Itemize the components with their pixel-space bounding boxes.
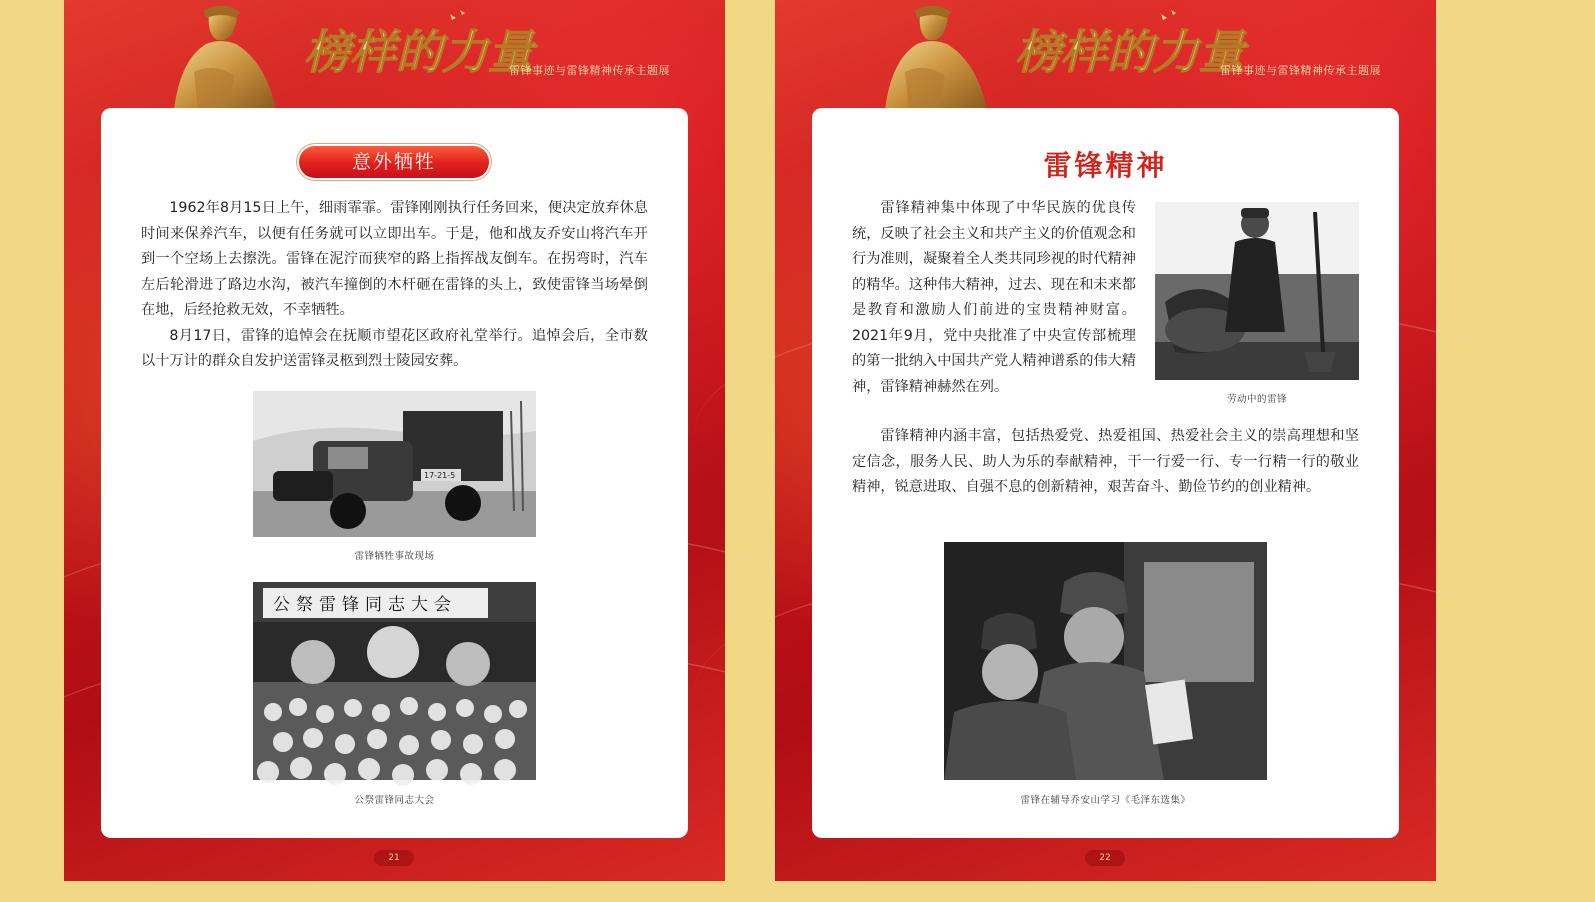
content-card bbox=[812, 108, 1399, 838]
content-card bbox=[101, 108, 688, 838]
exhibition-subtitle: 雷锋事迹与雷锋精神传承主题展 bbox=[509, 64, 670, 77]
exhibition-subtitle: 雷锋事迹与雷锋精神传承主题展 bbox=[1220, 64, 1381, 77]
section-title: 意外牺牲 bbox=[299, 146, 489, 178]
laboring-photo bbox=[1155, 202, 1359, 380]
svg-text:榜样的力量: 榜样的力量 bbox=[1015, 25, 1245, 79]
lei-feng-statue-icon bbox=[154, 2, 294, 110]
lei-feng-statue-icon bbox=[865, 2, 1005, 110]
paragraph: 8月17日，雷锋的追悼会在抚顺市望花区政府礼堂举行。追悼会后，全市数以十万计的群众自发护送雷锋灵柩到烈士陵园安葬。 bbox=[141, 327, 648, 369]
article-body-continued bbox=[852, 424, 1359, 501]
accident-scene-photo bbox=[253, 391, 536, 537]
photo-caption: 劳动中的雷锋 bbox=[1226, 394, 1287, 405]
paragraph: 雷锋精神集中体现了中华民族的优良传统，反映了社会主义和共产主义的价值观念和行为准则，凝聚着全人类共同珍视的时代精神的精华。这种伟大精神，过去、现在和未来都是教育和激励人们前进的宝贵精神财富。2021年9月，党中央批准了中央宣传部梳理的第一批纳入中国共产党人精神谱系的伟大精神，雷锋精神赫然在列。 bbox=[852, 200, 1136, 395]
photo-caption: 公祭雷锋同志大会 bbox=[354, 795, 435, 806]
photo-caption: 雷锋牺牲事故现场 bbox=[354, 551, 435, 562]
memorial-meeting-photo bbox=[253, 582, 536, 780]
section-title: 雷锋精神 bbox=[1043, 149, 1168, 182]
page-number: 21 bbox=[374, 850, 414, 866]
paragraph: 雷锋精神内涵丰富，包括热爱党、热爱祖国、热爱社会主义的崇高理想和坚定信念，服务人民、助人为乐的奉献精神，干一行爱一行、专一行精一行的敬业精神，锐意进取、自强不息的创新精神，艰苦奋斗、勤俭节约的创业精神。 bbox=[852, 428, 1359, 495]
brand-title-logo bbox=[300, 4, 534, 90]
photo-caption: 雷锋在辅导乔安山学习《毛泽东选集》 bbox=[1020, 795, 1191, 806]
article-body bbox=[852, 196, 1136, 400]
svg-text:公祭雷锋同志大会: 公祭雷锋同志大会 bbox=[273, 595, 457, 615]
article-body bbox=[141, 196, 648, 375]
brand-title-logo bbox=[1011, 4, 1245, 90]
svg-text:榜样的力量: 榜样的力量 bbox=[304, 25, 534, 79]
study-photo bbox=[944, 542, 1267, 780]
left-page bbox=[64, 0, 725, 881]
right-page bbox=[775, 0, 1436, 881]
paragraph: 1962年8月15日上午，细雨霏霏。雷锋刚刚执行任务回来，便决定放弃休息时间来保养汽车，以便有任务就可以立即出车。于是，他和战友乔安山将汽车开到一个空场上去擦洗。雷锋在泥泞而狭窄的路上指挥战友倒车。在拐弯时，汽车左后轮滑进了路边水沟，被汽车撞倒的木杆砸在雷锋的头上，致使雷锋当场晕倒在地，后经抢救无效，不幸牺牲。 bbox=[141, 200, 648, 318]
svg-text:17-21-5: 17-21-5 bbox=[424, 471, 456, 480]
page-number: 22 bbox=[1085, 850, 1125, 866]
